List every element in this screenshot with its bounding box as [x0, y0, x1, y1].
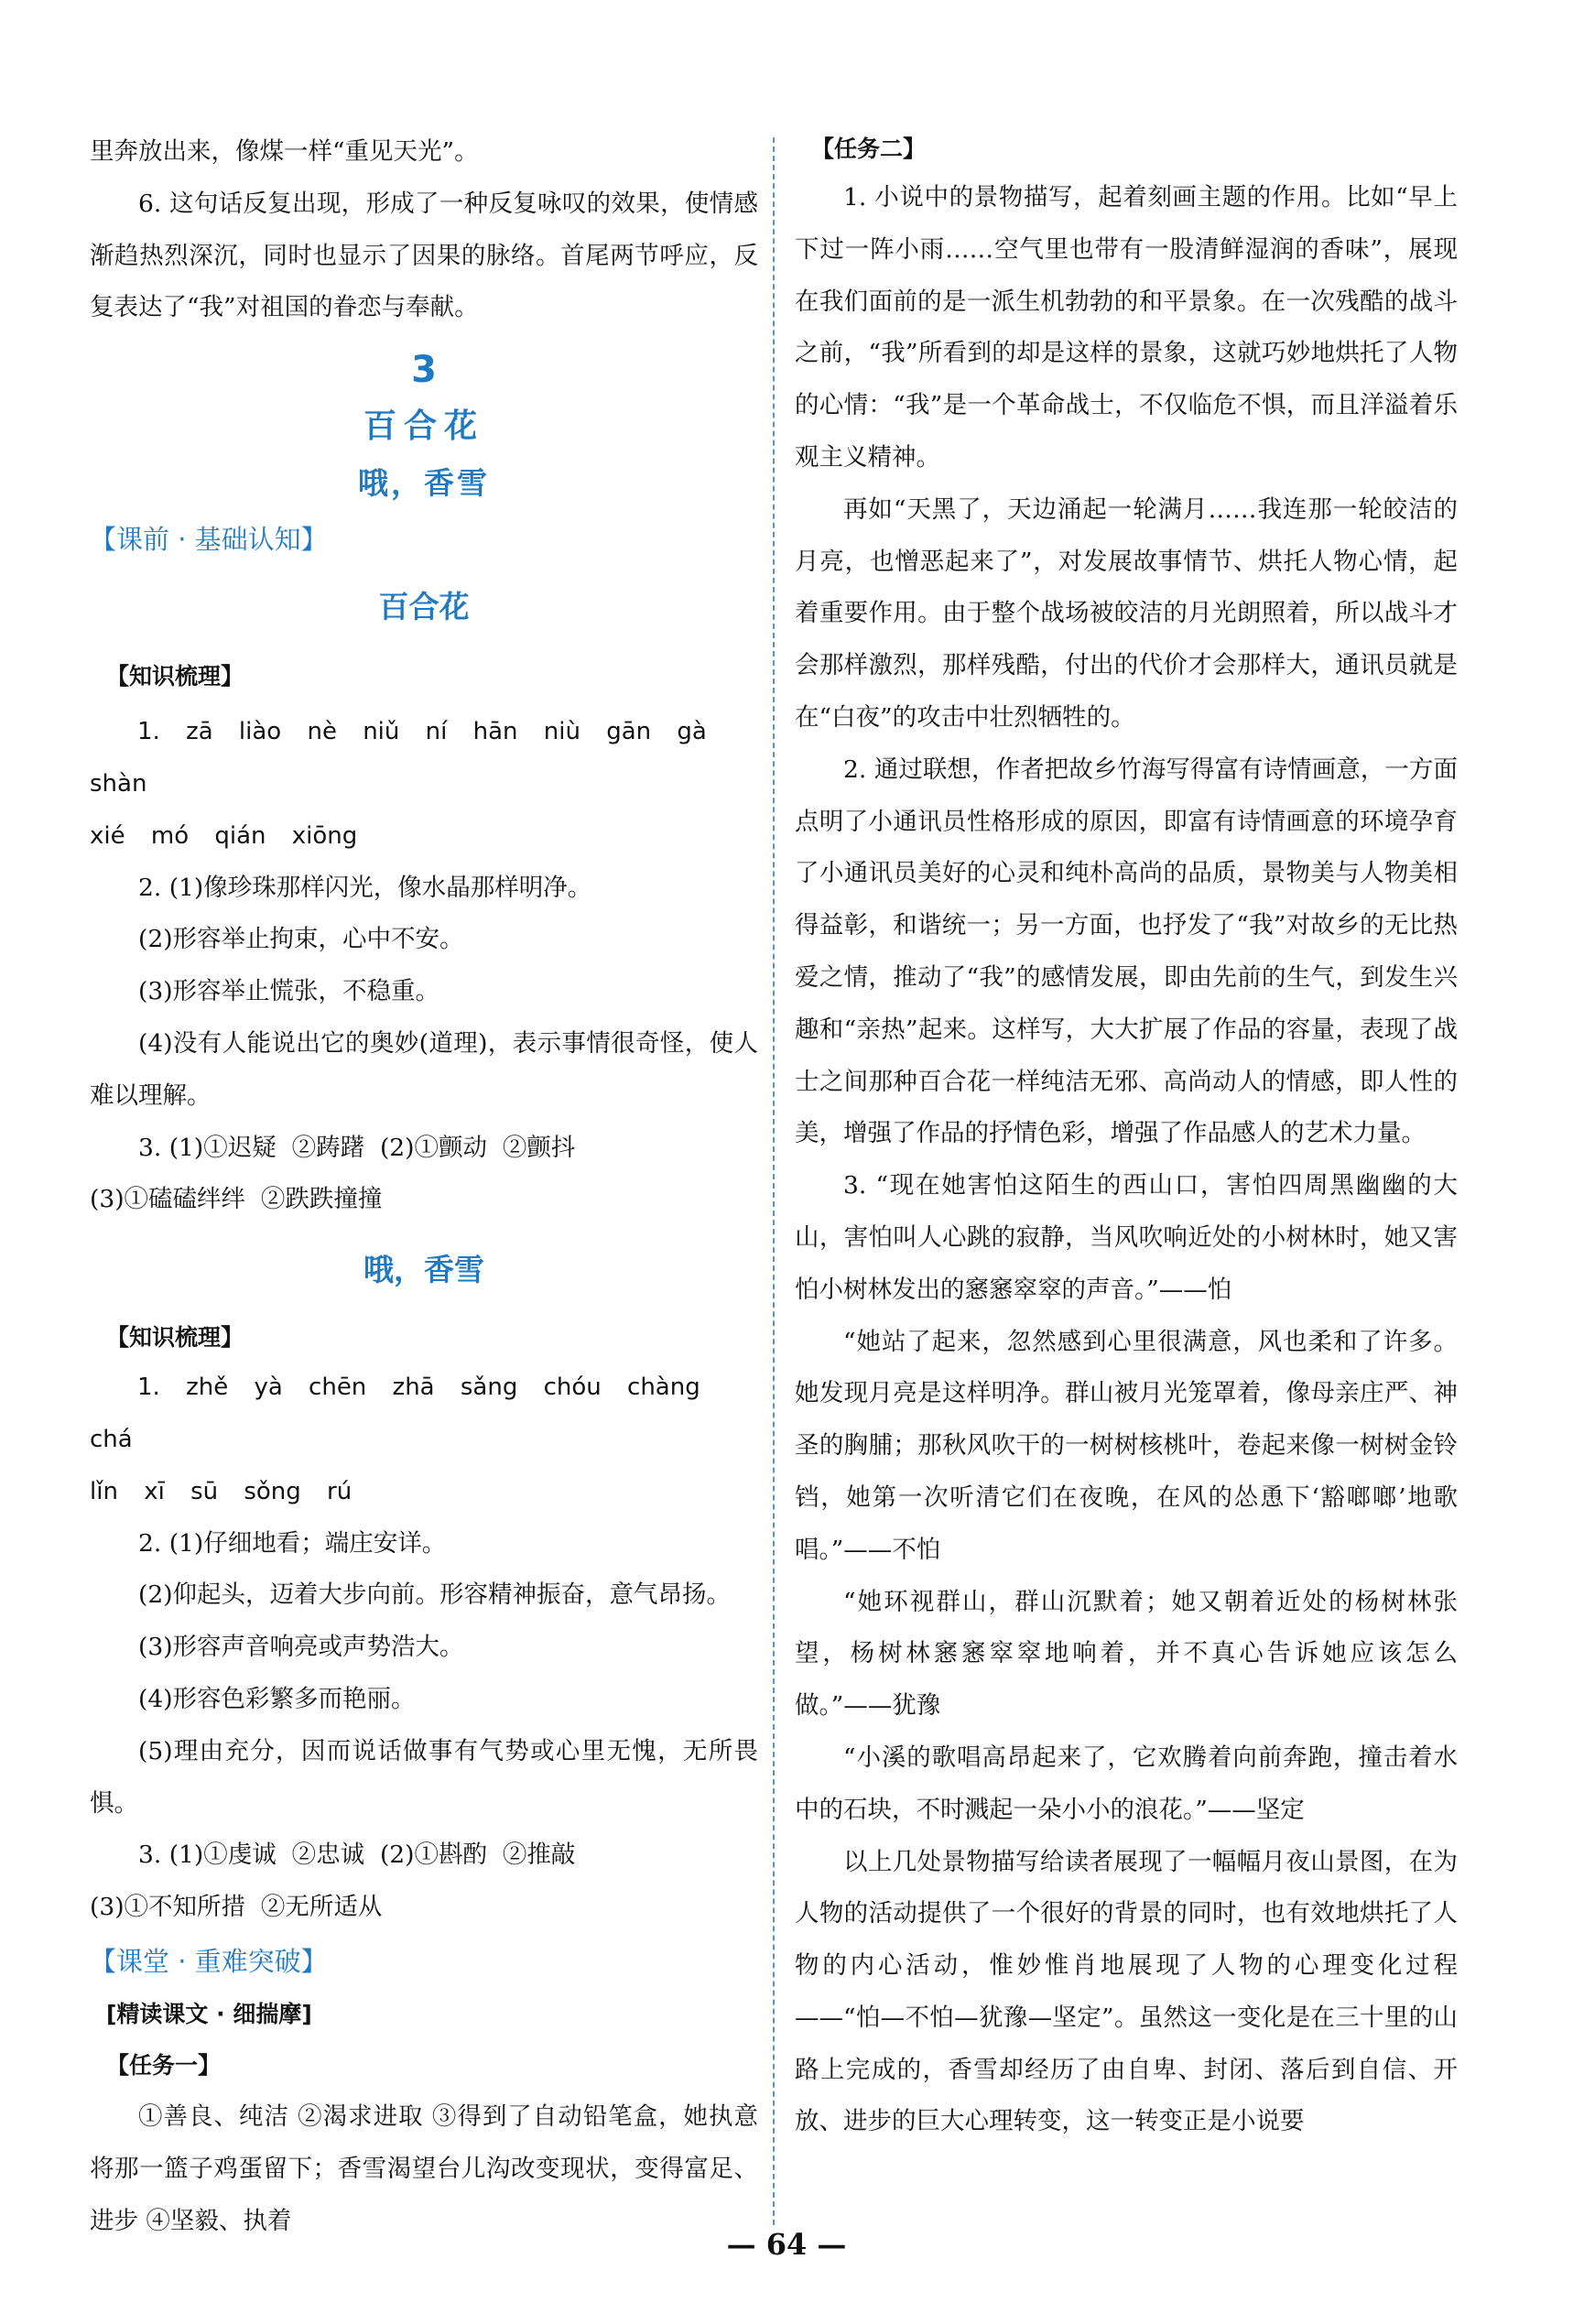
right-paragraph-5: “她站了起来，忽然感到心里很满意，风也柔和了许多。她发现月亮是这样明净。群山被月光笼罩着，像母亲庄严、神圣的胸脯；那秋风吹干的一树树核桃叶，卷起来像一树树金铃铛，她第一次听清它们在夜晚，在风的怂恿下‘豁啷啷’地歌唱。”——不怕 [795, 1327, 1458, 1564]
unit-title-baihehua: 百合花 [363, 407, 484, 446]
right-paragraph-7: “小溪的歌唱高昂起来了，它欢腾着向前奔跑，撞击着水中的石块，不时溅起一朵小小的浪花。”——坚定 [795, 1743, 1458, 1824]
close-read-tag: [精读课文 · 细揣摩] [106, 2000, 312, 2027]
answer-l2-q2-2: (2)仰起头，迈着大步向前。形容精神振奋，意气昂扬。 [138, 1580, 732, 1610]
right-paragraph-8: 以上几处景物描写给读者展现了一幅幅月夜山景图，在为人物的活动提供了一个很好的背景的同时，也有效地烘托了人物的内心活动，惟妙惟肖地展现了人物的心理变化过程——“怕—不怕—犹豫—坚定”。虽然这一变化是在三十里的山路上完成的，香雪却经历了由自卑、封闭、落后到自信、开放、进步的巨大心理转变，这一转变正是小说要 [795, 1847, 1458, 2136]
right-paragraph-2: 再如“天黑了，天边涌起一轮满月……我连那一轮皎洁的月亮，也憎恶起来了”，对发展故事情节、烘托人物心情，起着重要作用。由于整个战场被皎洁的月光朗照着，所以战斗才会那样激烈，那样残酷，付出的代价才会那样大，通讯员就是在“白夜”的攻击中壮烈牺牲的。 [795, 494, 1458, 732]
task1-tag: 【任务一】 [106, 2051, 222, 2079]
knowledge-tag-1: 【知识梳理】 [106, 663, 244, 690]
right-paragraph-6: “她环视群山，群山沉默着；她又朝着近处的杨树林张望，杨树林窸窸窣窣地响着，并不真心告诉她应该怎么做。”——犹豫 [795, 1587, 1458, 1721]
unit-title-oxiangxue: 哦，香雪 [358, 465, 490, 502]
answer-l1-q2-2: (2)形容举止拘束，心中不安。 [138, 925, 464, 954]
answer-l1-q2-1: 2. (1)像珍珠那样闪光，像水晶那样明净。 [138, 873, 592, 902]
pinyin-line-1a: 1. zā liào nè niǔ ní hān niù gān gà shàn [90, 718, 707, 798]
right-paragraph-1: 1. 小说中的景物描写，起着刻画主题的作用。比如“早上下过一阵小雨……空气里也带有一股清鲜湿润的香味”，展现在我们面前的是一派生机勃勃的和平景象。在一次残酷的战斗之前，“我”所看到的却是这样的景象，这就巧妙地烘托了人物的心情：“我”是一个革命战士，不仅临危不惧，而且洋溢着乐观主义精神。 [795, 183, 1458, 472]
answer-l2-q2-3: (3)形容声音响亮或声势浩大。 [138, 1633, 464, 1662]
pinyin-line-2b: lǐn xī sū sǒng rú [90, 1477, 353, 1505]
answer-l2-q2-4: (4)形容色彩繁多而艳丽。 [138, 1684, 416, 1713]
section-pre-class: 【课前 · 基础认知】 [90, 524, 328, 556]
answer-l2-q2-5: (5)理由充分，因而说话做事有气势或心里无愧，无所畏惧。 [90, 1736, 758, 1818]
lesson-title-baihehua: 百合花 [378, 589, 470, 625]
answer-l1-q2-4: (4)没有人能说出它的奥妙(道理)，表示事情很奇怪，使人难以理解。 [90, 1028, 758, 1110]
answer-l2-q2-1: 2. (1)仔细地看；端庄安详。 [138, 1528, 447, 1558]
right-paragraph-3: 2. 通过联想，作者把故乡竹海写得富有诗情画意，一方面点明了小通讯员性格形成的原因，即富有诗情画意的环境孕育了小通讯员美好的心灵和纯朴高尚的品质，景物美与人物美相得益彰，和谐统一；另一方面，也抒发了“我”对故乡的无比热爱之情，推动了“我”的感情发展，即由先前的生气，到发生兴趣和“亲热”起来。这样写，大大扩展了作品的容量，表现了战士之间那种百合花一样纯洁无邪、高尚动人的情感，即人性的美，增强了作品的抒情色彩，增强了作品感人的艺术力量。 [795, 755, 1458, 1148]
task2-tag: 【任务二】 [811, 136, 927, 162]
answer-l2-q3-b: (3)①不知所措 ②无所适从 [90, 1893, 383, 1922]
pinyin-line-1b: xié mó qián xiōng [90, 821, 358, 850]
column-divider [773, 137, 775, 2225]
lesson-title-oxiangxue: 哦，香雪 [363, 1252, 484, 1288]
knowledge-tag-2: 【知识梳理】 [106, 1324, 244, 1352]
left-paragraph-0: 里奔放出来，像煤一样“重见天光”。 [90, 137, 479, 166]
section-in-class: 【课堂 · 重难突破】 [90, 1945, 328, 1977]
pinyin-line-2a: 1. zhě yà chēn zhā sǎng chóu chàng chá [90, 1374, 700, 1453]
left-column [90, 126, 758, 2247]
answer-l1-q3-b: (3)①磕磕绊绊 ②跌跌撞撞 [90, 1185, 383, 1214]
answer-l1-q2-3: (3)形容举止慌张，不稳重。 [138, 977, 440, 1006]
answer-l1-q3-a: 3. (1)①迟疑 ②踌躇 (2)①颤动 ②颤抖 [138, 1133, 576, 1162]
answer-l2-q3-a: 3. (1)①虔诚 ②忠诚 (2)①斟酌 ②推敲 [138, 1841, 576, 1870]
task1-answer: ①善良、纯洁 ②渴求进取 ③得到了自动铅笔盒，她执意将那一篮子鸡蛋留下；香雪渴望台儿沟改变现状，变得富足、进步 ④坚毅、执着 [90, 2101, 758, 2235]
unit-number: 3 [411, 349, 437, 392]
page-number: — 64 — [726, 2227, 847, 2262]
right-paragraph-4: 3. “现在她害怕这陌生的西山口，害怕四周黑幽幽的大山，害怕叫人心跳的寂静，当风吹响近处的小树林时，她又害怕小树林发出的窸窸窣窣的声音。”——怕 [795, 1171, 1458, 1304]
left-paragraph-6: 6. 这句话反复出现，形成了一种反复咏叹的效果，使情感渐趋热烈深沉，同时也显示了因果的脉络。首尾两节呼应，反复表达了“我”对祖国的眷恋与奉献。 [90, 189, 758, 322]
right-column [795, 126, 1458, 2148]
